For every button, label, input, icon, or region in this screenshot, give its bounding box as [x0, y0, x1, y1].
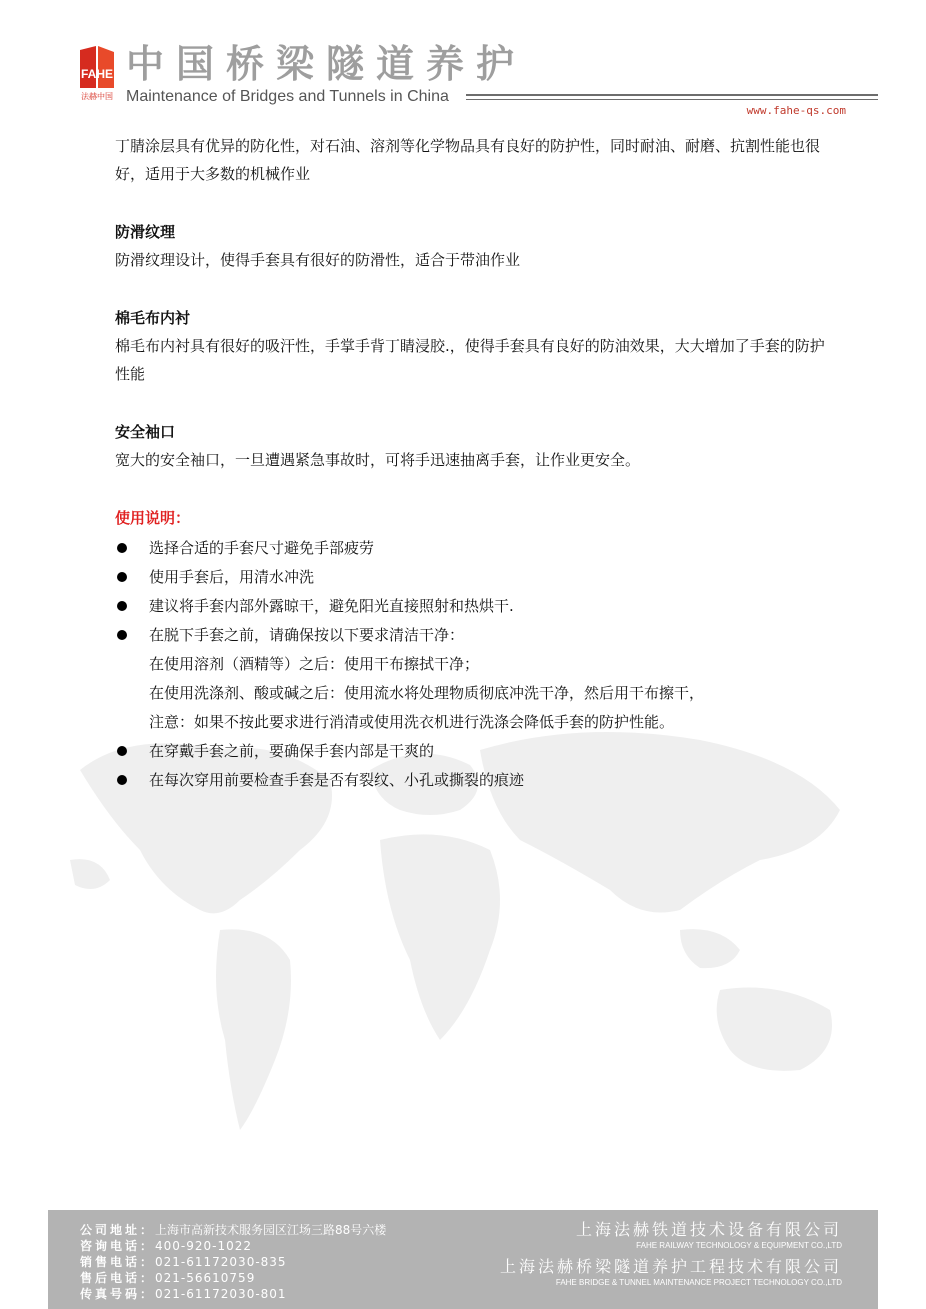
list-subitem: 在使用溶剂（酒精等）之后：使用干布擦拭干净；: [149, 655, 480, 673]
list-item: [115, 563, 835, 592]
footer-companies: [500, 1220, 842, 1288]
footer-sales-label: 销售电话：: [80, 1255, 156, 1269]
footer-company2-cn: 上海法赫桥梁隧道养护工程技术有限公司: [499, 1257, 842, 1276]
footer-after-label: 售后电话：: [80, 1271, 156, 1285]
usage-title: 使用说明：: [115, 509, 191, 527]
main-content: [115, 132, 835, 795]
bullet-icon: [117, 543, 127, 553]
list-item-text: 选择合适的手套尺寸避免手部疲劳: [149, 539, 375, 557]
section-body: 棉毛布内衬具有很好的吸汗性，手掌手背丁睛浸胶.，使得手套具有良好的防油效果，大大增加了手套的防护性能: [115, 337, 825, 383]
footer-after: 021-56610759: [155, 1271, 256, 1285]
bullet-icon: [117, 775, 127, 785]
footer-consult: 400-920-1022: [155, 1239, 253, 1253]
footer-address: 上海市高新技术服务园区江场三路88号六楼: [155, 1223, 387, 1237]
footer-company2-en: FAHE BRIDGE & TUNNEL MAINTENANCE PROJECT TECHNOLOGY CO.,LTD: [555, 1278, 842, 1287]
header-title-cn: 中国桥梁隧道养护: [126, 42, 527, 86]
header-rule: [466, 94, 878, 96]
section-title: 防滑纹理: [115, 223, 176, 241]
section-title: 安全袖口: [115, 423, 176, 441]
header-title-en: Maintenance of Bridges and Tunnels in China: [126, 88, 449, 105]
section-body: 防滑纹理设计，使得手套具有很好的防滑性，适合于带油作业: [115, 251, 521, 269]
list-item-text: 使用手套后，用清水冲洗: [149, 568, 315, 586]
footer-contacts: [80, 1222, 386, 1302]
footer-address-row: [80, 1222, 386, 1238]
footer-fax: 021-61172030-801: [155, 1287, 287, 1301]
list-item-text: 建议将手套内部外露晾干，避免阳光直接照射和热烘干.: [149, 597, 514, 615]
header-rule-thin: [466, 99, 878, 100]
bullet-icon: [117, 572, 127, 582]
list-item: [115, 766, 835, 795]
section-anti-slip: [115, 218, 835, 274]
list-item-text: 在穿戴手套之前，要确保手套内部是干爽的: [149, 742, 435, 760]
section-title: 棉毛布内衬: [115, 309, 191, 327]
footer-sales-row: [80, 1254, 386, 1270]
footer-consult-label: 咨询电话：: [80, 1239, 156, 1253]
list-item-text: 在脱下手套之前，请确保按以下要求清洁干净：: [149, 626, 465, 644]
list-item: [115, 737, 835, 766]
intro-paragraph: 丁腈涂层具有优异的防化性，对石油、溶剂等化学物品具有良好的防护性，同时耐油、耐磨、抗割性能也很好，适用于大多数的机械作业: [115, 137, 821, 183]
footer-sales: 021-61172030-835: [155, 1255, 287, 1269]
footer-company1-en: FAHE RAILWAY TECHNOLOGY & EQUIPMENT CO.,LTD: [636, 1241, 842, 1250]
logo-text: FAHE: [80, 67, 114, 81]
logo-subtext: 法赫中国: [81, 92, 113, 101]
bullet-icon: [117, 601, 127, 611]
footer-address-label: 公司地址：: [80, 1223, 156, 1237]
page-header: [76, 40, 886, 120]
list-item: [115, 621, 835, 737]
section-cotton-lining: [115, 304, 835, 388]
fahe-logo: [76, 44, 118, 102]
bullet-icon: [117, 630, 127, 640]
usage-list: [115, 534, 835, 795]
header-url: www.fahe-qs.com: [746, 104, 846, 117]
list-item: [115, 534, 835, 563]
footer-fax-row: [80, 1286, 386, 1302]
footer-company1-cn: 上海法赫铁道技术设备有限公司: [575, 1220, 842, 1239]
footer-after-row: [80, 1270, 386, 1286]
list-item-text: 在每次穿用前要检查手套是否有裂纹、小孔或撕裂的痕迹: [149, 771, 525, 789]
bullet-icon: [117, 746, 127, 756]
page-footer: [48, 1210, 878, 1309]
section-body: 宽大的安全袖口，一旦遭遇紧急事故时，可将手迅速抽离手套，让作业更安全。: [115, 451, 641, 469]
footer-consult-row: [80, 1238, 386, 1254]
footer-fax-label: 传真号码：: [80, 1287, 156, 1301]
list-subitem: 在使用洗涤剂、酸或碱之后：使用流水将处理物质彻底冲洗干净，然后用干布擦干，: [149, 684, 705, 702]
list-subitem: 注意：如果不按此要求进行消清或使用洗衣机进行洗涤会降低手套的防护性能。: [149, 713, 675, 731]
section-safety-cuff: [115, 418, 835, 474]
list-item: [115, 592, 835, 621]
